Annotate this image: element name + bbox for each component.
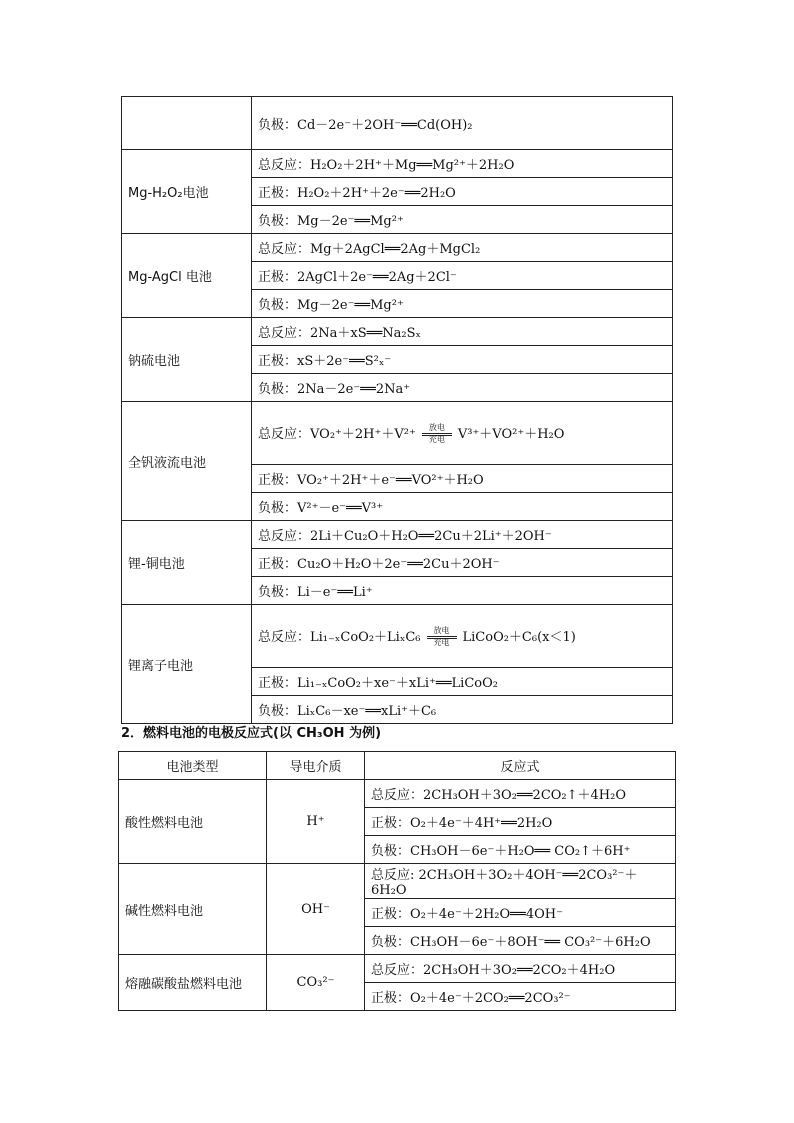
table-row <box>119 955 676 983</box>
equation-cell: 负极：V²⁺－e⁻══V³⁺ <box>252 493 673 521</box>
table-row <box>122 150 673 178</box>
equation-cell: 负极：Mg－2e⁻══Mg²⁺ <box>252 290 673 318</box>
equation-cell <box>252 605 673 668</box>
equation-cell: 负极：2Na－2e⁻══2Na⁺ <box>252 374 673 402</box>
cell-type: 碱性燃料电池 <box>119 864 267 955</box>
condition-top: 放电 <box>428 423 445 433</box>
battery-name-cell: Mg-AgCl 电池 <box>122 234 252 318</box>
cell-type: 酸性燃料电池 <box>119 780 267 864</box>
reversible-arrow-icon <box>425 628 459 646</box>
reversible-arrow-icon <box>420 425 454 443</box>
battery-name-cell: 全钒液流电池 <box>122 402 252 521</box>
battery-name-cell: 钠硫电池 <box>122 318 252 402</box>
table-row <box>119 864 676 899</box>
equation-cell: 总反应：2CH₃OH＋3O₂══2CO₂＋4H₂O <box>365 955 676 983</box>
fuel-cell-table <box>118 751 676 1011</box>
equation-cell: 正极：O₂＋4e⁻＋2H₂O══4OH⁻ <box>365 899 676 927</box>
equation-left-side: Li₁₋ₓCoO₂＋LiₓC₆ <box>310 629 421 645</box>
column-header: 电池类型 <box>119 752 267 780</box>
equation-right-side: V³⁺＋VO²⁺＋H₂O <box>457 426 565 442</box>
battery-name-cell: Mg-H₂O₂电池 <box>122 150 252 234</box>
battery-name-cell <box>122 97 252 150</box>
equation-cell: 总反应：2Li＋Cu₂O＋H₂O══2Cu＋2Li⁺＋2OH⁻ <box>252 521 673 549</box>
condition-bottom: 充电 <box>428 435 445 445</box>
table-row <box>122 521 673 549</box>
equation-cell: 正极：O₂＋4e⁻＋2CO₂══2CO₃²⁻ <box>365 983 676 1011</box>
equation-cell: 负极：LiₓC₆－xe⁻══xLi⁺＋C₆ <box>252 696 673 724</box>
condition-top: 放电 <box>433 626 450 636</box>
table-header-row <box>119 752 676 780</box>
equation-cell: 正极：Li₁₋ₓCoO₂＋xe⁻＋xLi⁺══LiCoO₂ <box>252 668 673 696</box>
equation-cell: 总反应：2CH₃OH＋3O₂══2CO₂↑＋4H₂O <box>365 780 676 808</box>
medium-cell: OH⁻ <box>267 864 365 955</box>
table-row <box>122 318 673 346</box>
equation-cell: 正极：VO₂⁺＋2H⁺＋e⁻══VO²⁺＋H₂O <box>252 465 673 493</box>
table-row <box>119 780 676 808</box>
equation-label: 总反应： <box>258 426 311 442</box>
battery-reactions-table <box>121 96 673 724</box>
battery-name-cell: 锂-铜电池 <box>122 521 252 605</box>
equation-cell: 总反应: 2CH₃OH＋3O₂＋4OH⁻══2CO₃²⁻＋6H₂O <box>365 864 676 899</box>
equation-cell: 正极：xS＋2e⁻══S²ₓ⁻ <box>252 346 673 374</box>
equation-cell: 负极：CH₃OH－6e⁻＋H₂O══ CO₂↑＋6H⁺ <box>365 836 676 864</box>
condition-bottom: 充电 <box>433 638 450 648</box>
cell-type: 熔融碳酸盐燃料电池 <box>119 955 267 1011</box>
equation-cell: 正极：H₂O₂＋2H⁺＋2e⁻══2H₂O <box>252 178 673 206</box>
column-header: 反应式 <box>365 752 676 780</box>
equation-label: 总反应： <box>258 629 311 645</box>
medium-cell: CO₃²⁻ <box>267 955 365 1011</box>
equation-cell: 正极：2AgCl＋2e⁻══2Ag＋2Cl⁻ <box>252 262 673 290</box>
table-row <box>122 605 673 668</box>
table-row <box>122 97 673 150</box>
equation-cell: 负极：Li－e⁻══Li⁺ <box>252 577 673 605</box>
equation-cell: 正极：Cu₂O＋H₂O＋2e⁻══2Cu＋2OH⁻ <box>252 549 673 577</box>
equation-cell: 总反应：2Na＋xS══Na₂Sₓ <box>252 318 673 346</box>
equation-cell: 正极：O₂＋4e⁻＋4H⁺══2H₂O <box>365 808 676 836</box>
medium-cell: H⁺ <box>267 780 365 864</box>
equation-cell: 负极：Mg－2e⁻══Mg²⁺ <box>252 206 673 234</box>
battery-name-cell: 锂离子电池 <box>122 605 252 724</box>
equation-left-side: VO₂⁺＋2H⁺＋V²⁺ <box>310 426 416 442</box>
equation-cell: 负极：CH₃OH－6e⁻＋8OH⁻══ CO₃²⁻＋6H₂O <box>365 927 676 955</box>
equation-cell: 总反应：H₂O₂＋2H⁺＋Mg══Mg²⁺＋2H₂O <box>252 150 673 178</box>
equation-cell <box>252 402 673 465</box>
equation-right-side: LiCoO₂＋C₆(x＜1) <box>462 629 576 645</box>
table-row <box>122 234 673 262</box>
equation-cell: 负极：Cd－2e⁻＋2OH⁻══Cd(OH)₂ <box>252 97 673 150</box>
table-row <box>122 402 673 465</box>
equation-cell: 总反应：Mg＋2AgCl══2Ag＋MgCl₂ <box>252 234 673 262</box>
section-heading: 2．燃料电池的电极反应式(以 CH₃OH 为例) <box>121 726 382 741</box>
column-header: 导电介质 <box>267 752 365 780</box>
